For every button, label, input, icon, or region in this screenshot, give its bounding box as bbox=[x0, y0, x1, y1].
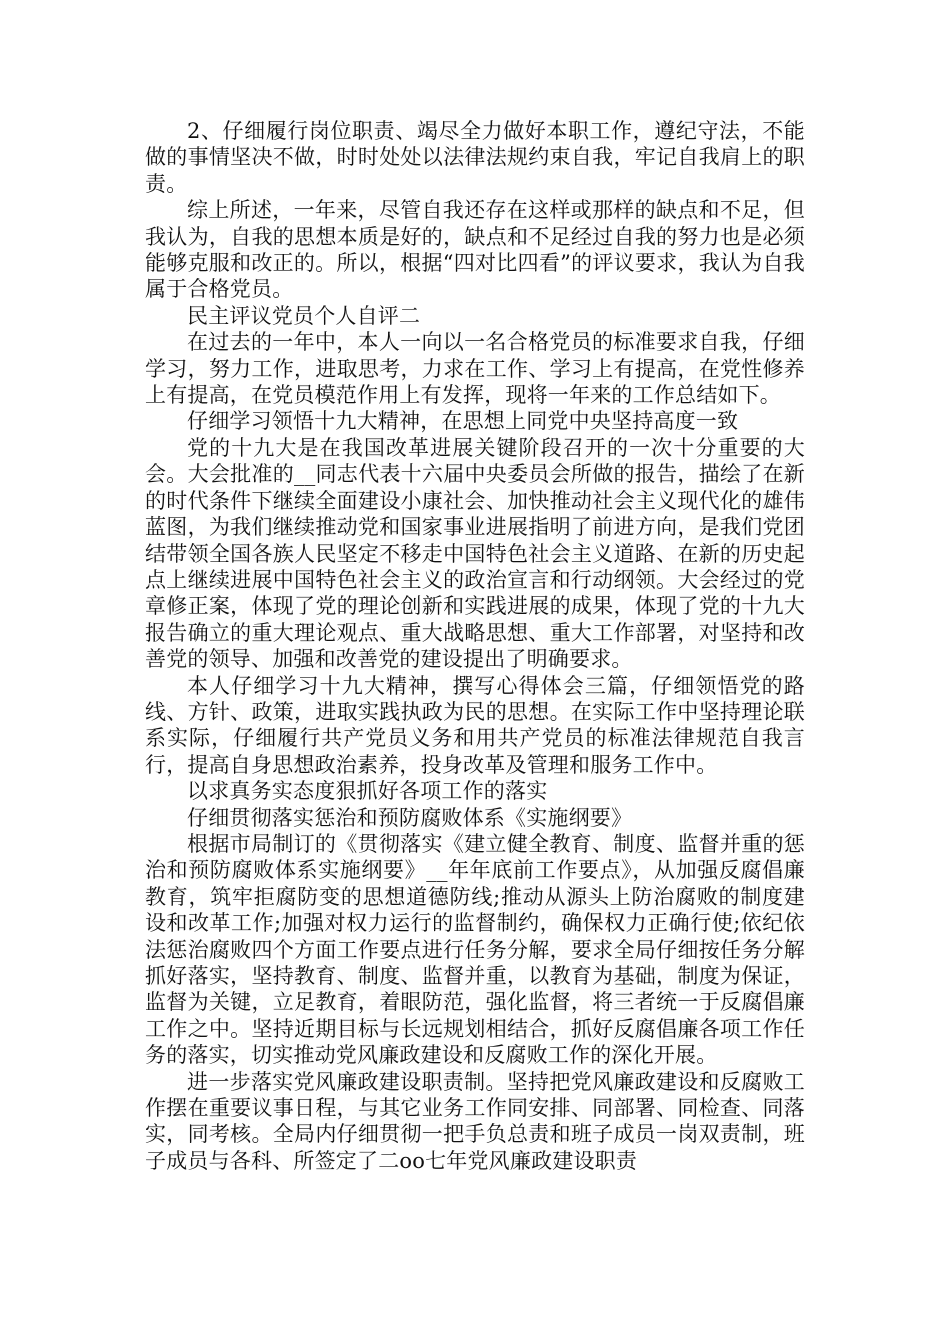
subheading-work-implementation: 以求真务实态度狠抓好各项工作的落实 bbox=[187, 779, 548, 804]
subheading-study: 仔细学习领悟十九大精神，在思想上同党中央坚持高度一致 bbox=[187, 409, 739, 434]
paragraph-congress: 党的十九大是在我国改革进展关键阶段召开的一次十分重要的大会。大会批准的__同志代表十六届中央委员会所做的报告，描绘了在新的时代条件下继续全面建设小康社会、加快推动社会主义现代化的雄伟蓝图，为我们继续推动党和国家事业进展指明了前进方向，是我们党团结带领全国各族人民坚定不移走中国特色社会主义道路、在新的历史起点上继续进展中国特色社会主义的政治宣言和行动纲领。大会经过的党章修正案，体现了党的理论创新和实践进展的成果，体现了党的十九大报告确立的重大理论观点、重大战略思想、重大工作部署，对坚持和改善党的领导、加强和改善党的建设提出了明确要求。 bbox=[145, 435, 805, 672]
subheading-anti-corruption: 仔细贯彻落实惩治和预防腐败体系《实施纲要》 bbox=[187, 805, 633, 830]
paragraph-summary: 综上所述，一年来，尽管自我还存在这样或那样的缺点和不足，但我认为，自我的思想本质是好的，缺点和不足经过自我的努力也是必须能够克服和改正的。所以，根据“四对比四看”的评议要求，我认为自我属于合格党员。 bbox=[145, 198, 805, 302]
paragraph-intro: 在过去的一年中，本人一向以一名合格党员的标准要求自我，仔细学习，努力工作，进取思考，力求在工作、学习上有提高，在党性修养上有提高，在党员模范作用上有发挥，现将一年来的工作总结如下。 bbox=[145, 330, 805, 408]
paragraph-responsibility-system: 进一步落实党风廉政建设职责制。坚持把党风廉政建设和反腐败工作摆在重要议事日程，与其它业务工作同安排、同部署、同检查、同落实，同考核。全局内仔细贯彻一把手负总责和班子成员一岗双责制，班子成员与各科、所签定了二oo七年党风廉政建设职责 bbox=[145, 1069, 805, 1173]
paragraph-personal-study: 本人仔细学习十九大精神，撰写心得体会三篇，仔细领悟党的路线、方针、政策，进取实践执政为民的思想。在实际工作中坚持理论联系实际，仔细履行共产党员义务和用共产党员的标准法律规范自我言行，提高自身思想政治素养，投身改革及管理和服务工作中。 bbox=[145, 673, 805, 777]
document-page bbox=[145, 118, 805, 1174]
paragraph-duty: 2、仔细履行岗位职责、竭尽全力做好本职工作，遵纪守法，不能做的事情坚决不做，时时处处以法律法规约束自我，牢记自我肩上的职责。 bbox=[145, 119, 805, 196]
section-heading-self-review-2: 民主评议党员个人自评二 bbox=[187, 303, 421, 328]
paragraph-anti-corruption-plan: 根据市局制订的《贯彻落实《建立健全教育、制度、监督并重的惩治和预防腐败体系实施纲要》__年年底前工作要点》，从加强反腐倡廉教育，筑牢拒腐防变的思想道德防线;推动从源头上防治腐败的制度建设和改革工作;加强对权力运行的监督制约，确保权力正确行使;依纪依法惩治腐败四个方面工作要点进行任务分解，要求全局仔细按任务分解抓好落实，坚持教育、制度、监督并重，以教育为基础，制度为保证，监督为关键，立足教育，着眼防范，强化监督，将三者统一于反腐倡廉工作之中。坚持近期目标与长远规划相结合，抓好反腐倡廉各项工作任务的落实，切实推动党风廉政建设和反腐败工作的深化开展。 bbox=[145, 831, 805, 1068]
